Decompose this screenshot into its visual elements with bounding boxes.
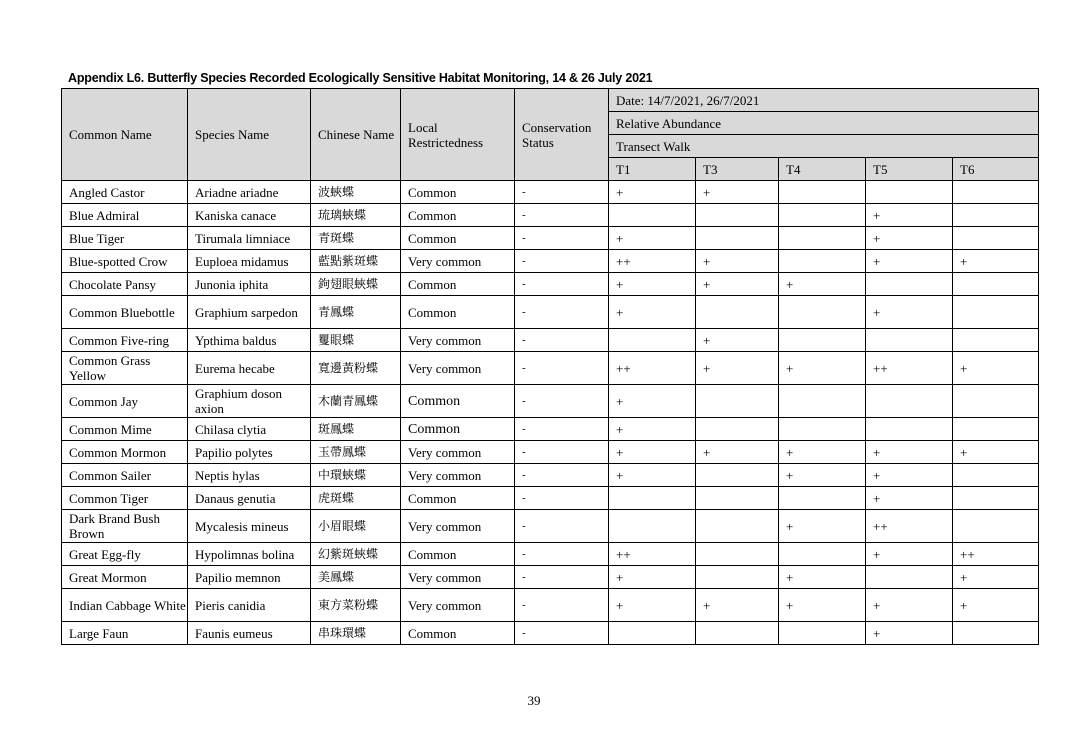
- t3-cell: [696, 543, 779, 566]
- table-row: [62, 543, 1039, 566]
- chinese-name-cell: 寬邊黃粉蝶: [311, 352, 401, 385]
- t4-cell: [779, 329, 866, 352]
- header-chinese-name: Chinese Name: [311, 89, 401, 181]
- local-restrictedness-cell: Very common: [401, 464, 515, 487]
- table-row: [62, 589, 1039, 622]
- table-row: [62, 227, 1039, 250]
- local-restrictedness-cell: Very common: [401, 250, 515, 273]
- chinese-name-cell: 波蛺蝶: [311, 181, 401, 204]
- t3-cell: [696, 418, 779, 441]
- table-row: [62, 441, 1039, 464]
- t6-cell: [953, 464, 1039, 487]
- table-row: [62, 352, 1039, 385]
- t6-cell: [953, 204, 1039, 227]
- t1-cell: +: [609, 589, 696, 622]
- t5-cell: ++: [866, 352, 953, 385]
- t3-cell: +: [696, 250, 779, 273]
- common-name-cell: Great Mormon: [62, 566, 188, 589]
- t6-cell: [953, 622, 1039, 645]
- common-name-cell: Blue Tiger: [62, 227, 188, 250]
- t5-cell: [866, 385, 953, 418]
- t1-cell: [609, 622, 696, 645]
- species-name-cell: Tirumala limniace: [188, 227, 311, 250]
- t6-cell: [953, 329, 1039, 352]
- species-name-cell: Papilio polytes: [188, 441, 311, 464]
- species-name-cell: Danaus genutia: [188, 487, 311, 510]
- t1-cell: ++: [609, 352, 696, 385]
- local-restrictedness-cell: Common: [401, 622, 515, 645]
- conservation-status-cell: -: [515, 487, 609, 510]
- local-restrictedness-cell: Common: [401, 487, 515, 510]
- t5-cell: +: [866, 464, 953, 487]
- local-restrictedness-cell: Very common: [401, 441, 515, 464]
- header-transect-t1: T1: [609, 158, 696, 181]
- t4-cell: +: [779, 352, 866, 385]
- chinese-name-cell: 東方菜粉蝶: [311, 589, 401, 622]
- header-transect-t5: T5: [866, 158, 953, 181]
- header-species-name: Species Name: [188, 89, 311, 181]
- t1-cell: +: [609, 296, 696, 329]
- species-name-cell: Eurema hecabe: [188, 352, 311, 385]
- t5-cell: +: [866, 296, 953, 329]
- conservation-status-cell: -: [515, 589, 609, 622]
- common-name-cell: Common Mormon: [62, 441, 188, 464]
- common-name-cell: Common Sailer: [62, 464, 188, 487]
- t6-cell: +: [953, 352, 1039, 385]
- local-restrictedness-cell: Common: [401, 181, 515, 204]
- t5-cell: +: [866, 204, 953, 227]
- t6-cell: [953, 510, 1039, 543]
- t5-cell: +: [866, 543, 953, 566]
- species-name-cell: Papilio memnon: [188, 566, 311, 589]
- species-name-cell: Faunis eumeus: [188, 622, 311, 645]
- table-row: [62, 418, 1039, 441]
- local-restrictedness-cell: Very common: [401, 566, 515, 589]
- table-row: [62, 566, 1039, 589]
- t5-cell: +: [866, 589, 953, 622]
- t1-cell: [609, 329, 696, 352]
- chinese-name-cell: 幻紫斑蛺蝶: [311, 543, 401, 566]
- header-conservation-status: Conservation Status: [515, 89, 609, 181]
- header-transect-t4: T4: [779, 158, 866, 181]
- t4-cell: [779, 250, 866, 273]
- t3-cell: [696, 510, 779, 543]
- chinese-name-cell: 玉帶鳳蝶: [311, 441, 401, 464]
- t5-cell: +: [866, 487, 953, 510]
- common-name-cell: Common Mime: [62, 418, 188, 441]
- chinese-name-cell: 木蘭青鳳蝶: [311, 385, 401, 418]
- conservation-status-cell: -: [515, 441, 609, 464]
- t3-cell: [696, 385, 779, 418]
- t5-cell: [866, 273, 953, 296]
- t5-cell: +: [866, 250, 953, 273]
- table-row: [62, 385, 1039, 418]
- document-title: Appendix L6. Butterfly Species Recorded Ecologically Sensitive Habitat Monitoring, 14 & 26 July 2021: [68, 71, 653, 85]
- t4-cell: [779, 227, 866, 250]
- conservation-status-cell: -: [515, 566, 609, 589]
- common-name-cell: Great Egg-fly: [62, 543, 188, 566]
- species-name-cell: Hypolimnas bolina: [188, 543, 311, 566]
- t5-cell: ++: [866, 510, 953, 543]
- conservation-status-cell: -: [515, 181, 609, 204]
- conservation-status-cell: -: [515, 418, 609, 441]
- t5-cell: [866, 418, 953, 441]
- t4-cell: [779, 622, 866, 645]
- species-name-cell: Ariadne ariadne: [188, 181, 311, 204]
- t6-cell: [953, 418, 1039, 441]
- species-name-cell: Neptis hylas: [188, 464, 311, 487]
- conservation-status-cell: -: [515, 622, 609, 645]
- local-restrictedness-cell: Common: [401, 418, 515, 441]
- chinese-name-cell: 青斑蝶: [311, 227, 401, 250]
- chinese-name-cell: 串珠環蝶: [311, 622, 401, 645]
- t3-cell: +: [696, 181, 779, 204]
- chinese-name-cell: 美鳳蝶: [311, 566, 401, 589]
- page-number: 39: [527, 693, 541, 708]
- local-restrictedness-cell: Common: [401, 296, 515, 329]
- table-row: [62, 181, 1039, 204]
- t6-cell: [953, 296, 1039, 329]
- t1-cell: +: [609, 566, 696, 589]
- t5-cell: +: [866, 622, 953, 645]
- chinese-name-cell: 中環蛺蝶: [311, 464, 401, 487]
- t5-cell: [866, 181, 953, 204]
- local-restrictedness-cell: Common: [401, 273, 515, 296]
- table-row: [62, 622, 1039, 645]
- conservation-status-cell: -: [515, 543, 609, 566]
- t5-cell: +: [866, 441, 953, 464]
- t3-cell: +: [696, 329, 779, 352]
- common-name-cell: Common Jay: [62, 385, 188, 418]
- t3-cell: [696, 204, 779, 227]
- species-name-cell: Graphium sarpedon: [188, 296, 311, 329]
- table-row: [62, 250, 1039, 273]
- common-name-cell: Large Faun: [62, 622, 188, 645]
- conservation-status-cell: -: [515, 329, 609, 352]
- t3-cell: +: [696, 589, 779, 622]
- t3-cell: +: [696, 352, 779, 385]
- t4-cell: +: [779, 273, 866, 296]
- t3-cell: [696, 622, 779, 645]
- conservation-status-cell: -: [515, 510, 609, 543]
- t3-cell: [696, 296, 779, 329]
- t4-cell: +: [779, 589, 866, 622]
- t5-cell: [866, 329, 953, 352]
- local-restrictedness-cell: Common: [401, 227, 515, 250]
- table-row: [62, 296, 1039, 329]
- common-name-cell: Dark Brand Bush Brown: [62, 510, 188, 543]
- t1-cell: +: [609, 418, 696, 441]
- t3-cell: +: [696, 441, 779, 464]
- common-name-cell: Angled Castor: [62, 181, 188, 204]
- t3-cell: [696, 227, 779, 250]
- species-name-cell: Mycalesis mineus: [188, 510, 311, 543]
- species-name-cell: Ypthima baldus: [188, 329, 311, 352]
- conservation-status-cell: -: [515, 385, 609, 418]
- t1-cell: +: [609, 273, 696, 296]
- t1-cell: [609, 204, 696, 227]
- chinese-name-cell: 虎斑蝶: [311, 487, 401, 510]
- local-restrictedness-cell: Very common: [401, 329, 515, 352]
- header-relative-abundance: Relative Abundance: [609, 112, 1039, 135]
- chinese-name-cell: 小眉眼蝶: [311, 510, 401, 543]
- table-row: [62, 273, 1039, 296]
- common-name-cell: Common Tiger: [62, 487, 188, 510]
- local-restrictedness-cell: Very common: [401, 510, 515, 543]
- t4-cell: +: [779, 510, 866, 543]
- species-name-cell: Kaniska canace: [188, 204, 311, 227]
- table-row: [62, 487, 1039, 510]
- t3-cell: [696, 487, 779, 510]
- t4-cell: [779, 418, 866, 441]
- table-row: [62, 464, 1039, 487]
- header-date: Date: 14/7/2021, 26/7/2021: [609, 89, 1039, 112]
- chinese-name-cell: 矍眼蝶: [311, 329, 401, 352]
- t1-cell: +: [609, 441, 696, 464]
- t6-cell: +: [953, 589, 1039, 622]
- t6-cell: [953, 385, 1039, 418]
- t6-cell: +: [953, 566, 1039, 589]
- local-restrictedness-cell: Common: [401, 385, 515, 418]
- table-row: [62, 204, 1039, 227]
- species-name-cell: Junonia iphita: [188, 273, 311, 296]
- t6-cell: [953, 181, 1039, 204]
- species-name-cell: Pieris canidia: [188, 589, 311, 622]
- t6-cell: ++: [953, 543, 1039, 566]
- conservation-status-cell: -: [515, 464, 609, 487]
- common-name-cell: Indian Cabbage White: [62, 589, 188, 622]
- t1-cell: [609, 487, 696, 510]
- t4-cell: [779, 181, 866, 204]
- local-restrictedness-cell: Common: [401, 204, 515, 227]
- t6-cell: +: [953, 441, 1039, 464]
- chinese-name-cell: 藍點紫斑蝶: [311, 250, 401, 273]
- chinese-name-cell: 青鳳蝶: [311, 296, 401, 329]
- t5-cell: +: [866, 227, 953, 250]
- t1-cell: +: [609, 181, 696, 204]
- conservation-status-cell: -: [515, 352, 609, 385]
- conservation-status-cell: -: [515, 204, 609, 227]
- common-name-cell: Common Five-ring: [62, 329, 188, 352]
- t6-cell: [953, 227, 1039, 250]
- header-transect-walk: Transect Walk: [609, 135, 1039, 158]
- header-transect-t3: T3: [696, 158, 779, 181]
- chinese-name-cell: 斑鳳蝶: [311, 418, 401, 441]
- species-name-cell: Chilasa clytia: [188, 418, 311, 441]
- t4-cell: [779, 487, 866, 510]
- table-row: [62, 510, 1039, 543]
- t1-cell: +: [609, 227, 696, 250]
- t4-cell: [779, 204, 866, 227]
- local-restrictedness-cell: Common: [401, 543, 515, 566]
- t4-cell: +: [779, 464, 866, 487]
- t4-cell: [779, 296, 866, 329]
- local-restrictedness-cell: Very common: [401, 352, 515, 385]
- t1-cell: ++: [609, 543, 696, 566]
- t4-cell: +: [779, 441, 866, 464]
- chinese-name-cell: 鉤翅眼蛺蝶: [311, 273, 401, 296]
- conservation-status-cell: -: [515, 250, 609, 273]
- common-name-cell: Blue Admiral: [62, 204, 188, 227]
- t6-cell: [953, 487, 1039, 510]
- species-name-cell: Euploea midamus: [188, 250, 311, 273]
- conservation-status-cell: -: [515, 296, 609, 329]
- common-name-cell: Blue-spotted Crow: [62, 250, 188, 273]
- t1-cell: [609, 510, 696, 543]
- t3-cell: +: [696, 273, 779, 296]
- t1-cell: +: [609, 385, 696, 418]
- common-name-cell: Chocolate Pansy: [62, 273, 188, 296]
- local-restrictedness-cell: Very common: [401, 589, 515, 622]
- t4-cell: +: [779, 566, 866, 589]
- table-row: [62, 329, 1039, 352]
- chinese-name-cell: 琉璃蛺蝶: [311, 204, 401, 227]
- header-local-restrictedness: Local Restrictedness: [401, 89, 515, 181]
- t3-cell: [696, 566, 779, 589]
- t6-cell: [953, 273, 1039, 296]
- t3-cell: [696, 464, 779, 487]
- t1-cell: +: [609, 464, 696, 487]
- t5-cell: [866, 566, 953, 589]
- header-transect-t6: T6: [953, 158, 1039, 181]
- t1-cell: ++: [609, 250, 696, 273]
- common-name-cell: Common Bluebottle: [62, 296, 188, 329]
- header-common-name: Common Name: [62, 89, 188, 181]
- t6-cell: +: [953, 250, 1039, 273]
- t4-cell: [779, 385, 866, 418]
- species-name-cell: Graphium doson axion: [188, 385, 311, 418]
- butterfly-species-table: [61, 88, 1039, 645]
- conservation-status-cell: -: [515, 273, 609, 296]
- common-name-cell: Common Grass Yellow: [62, 352, 188, 385]
- t4-cell: [779, 543, 866, 566]
- conservation-status-cell: -: [515, 227, 609, 250]
